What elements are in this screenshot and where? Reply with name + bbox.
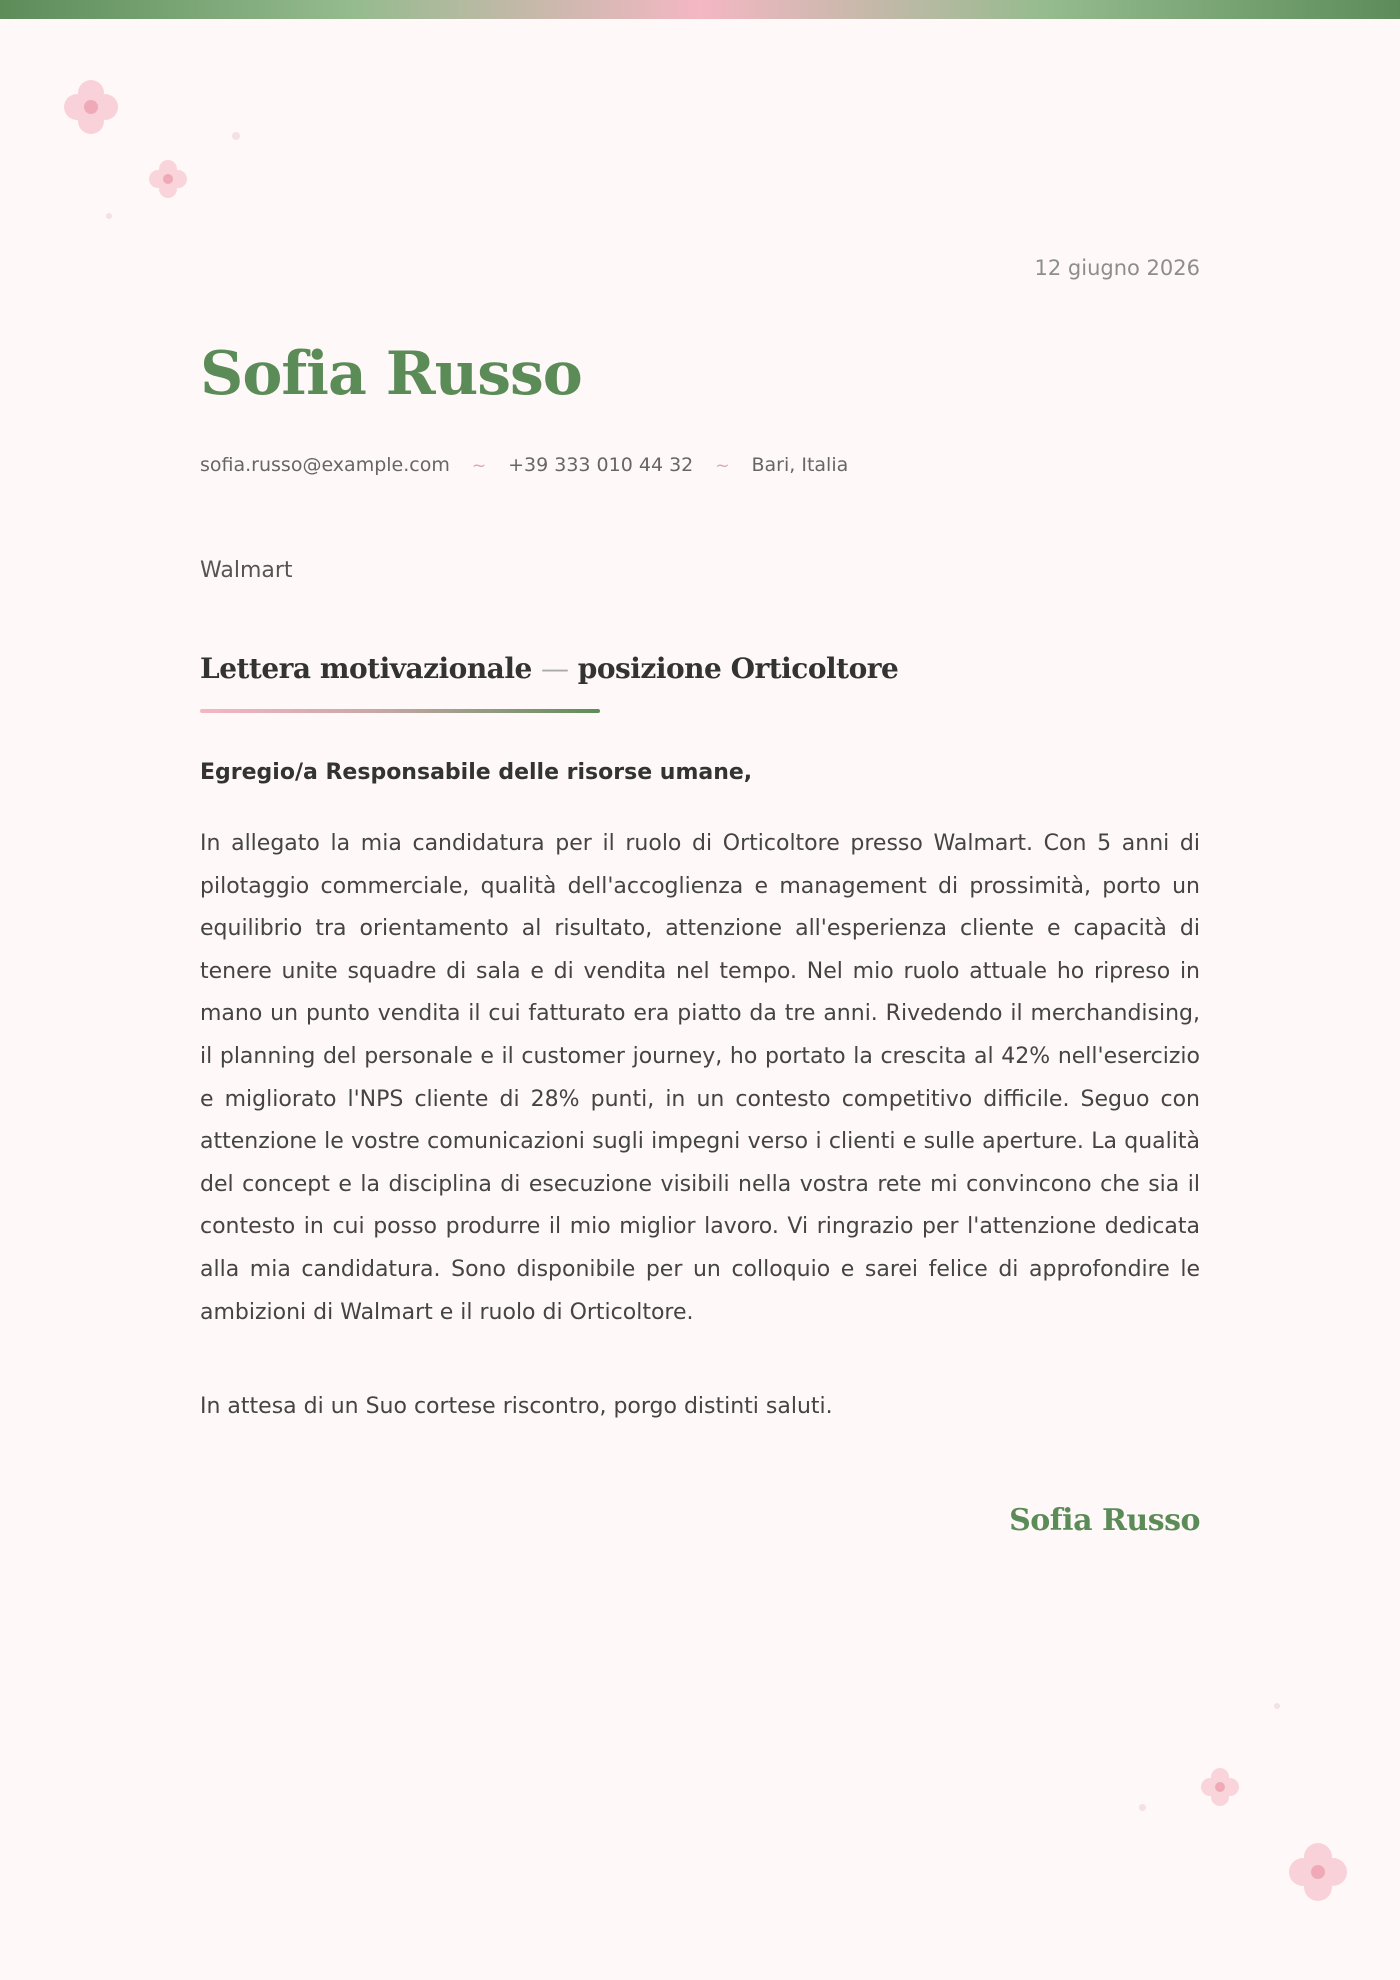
letter-signature: Sofia Russo [1009, 1503, 1200, 1538]
contact-separator: ~ [471, 456, 487, 476]
letter-greeting: Egregio/a Responsabile delle risorse umane, [200, 760, 753, 785]
contact-line [200, 454, 848, 476]
letter-body: In allegato la mia candidatura per il ruolo di Orticoltore presso Walmart. Con 5 anni di pilotaggio commerciale, qualità dell'accoglienza e management di prossimità, porto un equilibrio tra orientamento al risultato, attenzione all'esperienza cliente e capacità di tenere unite squadre di sala e di vendita nel tempo. Nel mio ruolo attuale ho ripreso in mano un punto vendita il cui fatturato era piatto da tre anni. Rivedendo il merchandising, il planning del personale e il customer journey, ho portato la crescita al 42% nell'esercizio e migliorato l'NPS cliente di 28% punti, in un contesto competitivo difficile. Seguo con attenzione le vostre comunicazioni sugli impegni verso i clienti e sulle aperture. La qualità del concept e la disciplina di esecuzione visibili nella vostra rete mi convincono che sia il contesto in cui posso produrre il mio miglior lavoro. Vi ringrazio per l'attenzione dedicata alla mia candidatura. Sono disponibile per un colloquio e sarei felice di approfondire le ambizioni di Walmart e il ruolo di Orticoltore. [200, 831, 1200, 1325]
sender-name: Sofia Russo [200, 339, 582, 409]
blossom-icon [58, 74, 124, 140]
subject-position: posizione Orticoltore [577, 652, 899, 685]
top-gradient-band [0, 0, 1400, 19]
subject-underline [200, 709, 600, 713]
blossom-icon [1282, 1836, 1354, 1908]
blossom-icon [145, 156, 191, 202]
subject-prefix: Lettera motivazionale [200, 652, 532, 685]
blossom-icon [1197, 1764, 1243, 1810]
phone-link[interactable]: +39 333 010 44 32 [508, 454, 694, 476]
letter-closing: In attesa di un Suo cortese riscontro, porgo distinti saluti. [200, 1394, 833, 1419]
decor-dot [232, 132, 240, 140]
decor-dot [1139, 1804, 1146, 1811]
email-link[interactable]: sofia.russo@example.com [200, 454, 450, 476]
decor-dot [106, 213, 112, 219]
letter-subject [200, 652, 898, 685]
contact-separator: ~ [715, 456, 730, 476]
letter-date: 12 giugno 2026 [1034, 256, 1200, 280]
subject-dash: — [541, 652, 569, 685]
sender-location: Bari, Italia [751, 454, 849, 476]
recipient-company: Walmart [200, 558, 293, 583]
decor-dot [1274, 1703, 1280, 1709]
